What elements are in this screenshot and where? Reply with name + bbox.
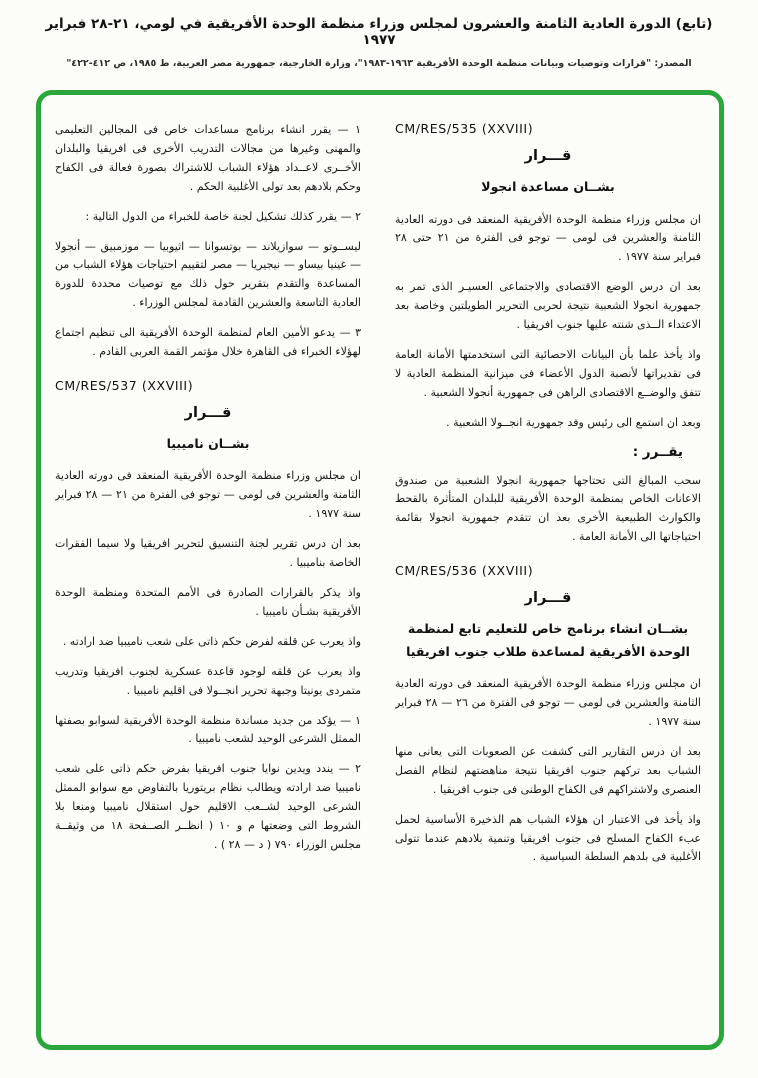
paragraph: ان مجلس وزراء منظمة الوحدة الأفريقية المنعقد فى دورته العادية الثامنة والعشرين فى لومى — توجو فى الفترة من ٢١ — ٢٨ فبراير سنة ١٩٧٧ .	[55, 469, 361, 521]
paragraph: وبعد ان استمع الى رئيس وفد جمهورية انجــولا الشعبية .	[446, 415, 701, 429]
resolution-subject: بشــان مساعدة انجولا	[481, 179, 615, 194]
paragraph: واذ يعرب عن قلقه لوجود قاعدة عسكرية لجنوب افريقيا وتدريب متمردى يونيتا وجبهة تحرير انجــولا فى اقليم ناميبيا .	[55, 664, 361, 697]
resolution-subject: بشــان ناميبيا	[166, 435, 250, 451]
paragraph: بعد ان درس الوضع الاقتصادى والاجتماعى العسيـر الذى تمر به جمهورية انجولا الشعبية نتيجة لحربى التحرير الطويلتين وخاصة بعد الاعتداء الــذى شنته عليها جنوب افريقيا .	[395, 280, 701, 332]
document-header	[0, 0, 758, 69]
paragraph: بعد ان درس التقارير التى كشفت عن الصعوبات التى يعانى منها الشباب بعد تركهم جنوب افريقيا نتيجة مناهضتهم لنظام الفصل العنصرى ولاشتراكهم فى الكفاح الوطنى فى جنوب افريقيا .	[395, 744, 701, 796]
header-source-line: المصدر: "قرارات وتوصيات وبيانات منظمة الوحدة الأفريقية ١٩٦٣-١٩٨٣"، وزارة الخارجية، جمهورية مصر العربية، ط ١٩٨٥، ص ٤١٢-٤٢٢"	[66, 58, 692, 69]
paragraph: واذ يأخذ علما بأن البيانات الاحصائية التى استخدمتها الأمانة العامة فى تقديراتها لأنصبة الدول الأعضاء فى ميزانية المنظمة العادية لا تتفق والوضــع الاقتصادى الراهن فى جمهورية أنجولا الشعبية .	[395, 347, 701, 399]
paragraph: ليســوتو — سوازيلاند — بوتسوانا — اثيوبيا — موزمبيق — أنجولا — غينيا بيساو — نيجيريا — مصر لتقييم احتياجات هؤلاء الشباب من المساعدة والتقدم بتقرير حول ذلك مع توصيات محددة للدورة العادية التاسعة والعشرين القادمة لمجلس الوزراء .	[55, 239, 361, 310]
paragraph: ٢ — يقرر كذلك تشكيل لجنة خاصة للخبراء من الدول التالية :	[85, 209, 361, 223]
paragraph: ١ — يؤكد من جديد مساندة منظمة الوحدة الأفريقية لسوابو بصفتها الممثل الشرعى الوحيد لشعب ناميبيا .	[55, 713, 361, 746]
content-border	[36, 90, 724, 1050]
resolution-title: قـــرار	[524, 590, 572, 607]
decree-heading: يقــرر :	[632, 443, 683, 460]
paragraph: ٢ — يندد ويدين نوايا جنوب افريقيا بفرض حكم ذاتى على شعب ناميبيا ضد ارادته ويطالب نظام بريتوريا بالتفاوض مع سوابو الممثل الشرعى الوحيد لشــعب الاقليم حول استقلال ناميبيا ومنعا بلا الشروط التى وضعتها م و ١٠ ( انظــر الصــفحة ١٨ من وثيقــة مجلس الوزراء ٧٩٠ ( د — ٢٨ ) .	[55, 762, 361, 851]
resolution-title: قـــرار	[524, 148, 572, 164]
resolution-number: CM/RES/537 (XXVIII)	[55, 377, 194, 393]
resolution-subject: بشــان انشاء برنامج خاص للتعليم تابع لمنظمة الوحدة الأفريقية لمساعدة طلاب جنوب افريقيا	[406, 621, 690, 659]
paragraph: ان مجلس وزراء منظمة الوحدة الأفريقية المنعقد فى دورته العادية الثامنة والعشرين فى لومى — توجو فى الفترة من ٢١ حتى ٢٨ فبراير سنة ١٩٧٧ .	[395, 212, 701, 264]
paragraph: بعد ان درس تقرير لجنة التنسيق لتحرير افريقيا ولا سيما الفقرات الخاصة بناميبيا .	[55, 537, 361, 570]
paragraph: ١ — يقرر انشاء برنامج مساعدات خاص فى المجالين التعليمى والمهنى وغيرها من مجالات التدريب الأخرى فى افريقيا والبلدان الأخــرى لاعــداد هؤلاء الشباب للاشتراك بصورة فعالة فى الكفاح وحكم بلادهم بعد تولى الأغلبية الحكم .	[55, 123, 361, 193]
paragraph: سحب المبالغ التى تحتاجها جمهورية انجولا الشعبية من صندوق الاعانات الخاص بمنظمة الوحدة الأفريقية للبلدان المتأثرة بالقحط والكوارث الطبيعية الأخرى بعد ان تتقدم جمهورية انجولا بقائمة احتياجاتها الى الأمانة العامة .	[395, 473, 701, 544]
column-left	[55, 121, 361, 1027]
resolution-number: CM/RES/536 (XXVIII)	[395, 563, 534, 579]
paragraph: واذ يذكر بالقرارات الصادرة فى الأمم المتحدة ومنظمة الوحدة الأفريقية بشـأن ناميبيا .	[55, 586, 361, 618]
paragraph: ٣ — يدعو الأمين العام لمنظمة الوحدة الأفريقية الى تنظيم اجتماع لهؤلاء الخبراء فى القاهرة خلال مؤتمر القمة العربى القادم .	[55, 326, 361, 359]
paragraph: واذ يعرب عن قلقه لفرض حكم ذاتى على شعب ناميبيا ضد ارادته .	[62, 634, 361, 648]
resolution-title: قـــرار	[184, 404, 232, 421]
header-session-title: (تابع) الدورة العادية الثامنة والعشرون لمجلس وزراء منظمة الوحدة الأفريقية في لومي، ٢١-٢٨ فبراير ١٩٧٧	[45, 16, 713, 48]
paragraph: ان مجلس وزراء منظمة الوحدة الأفريقية المنعقد فى دورته العادية الثامنة والعشرين فى لومى — توجو فى الفترة من ٢٦ — ٢٨ فبراير سنة ١٩٧٧ .	[395, 677, 701, 728]
column-right	[395, 121, 701, 1027]
paragraph: واذ يأخذ فى الاعتبار ان هؤلاء الشباب هم الذخيرة الأساسية لحمل عبء الكفاح المسلح فى جنوب افريقيا وتنمية بلادهم عندما تتولى الأغلبية فى بلدهم السلطة السياسية .	[395, 812, 701, 864]
resolution-number: CM/RES/535 (XXVIII)	[395, 121, 534, 136]
two-column-layout	[55, 121, 701, 1027]
